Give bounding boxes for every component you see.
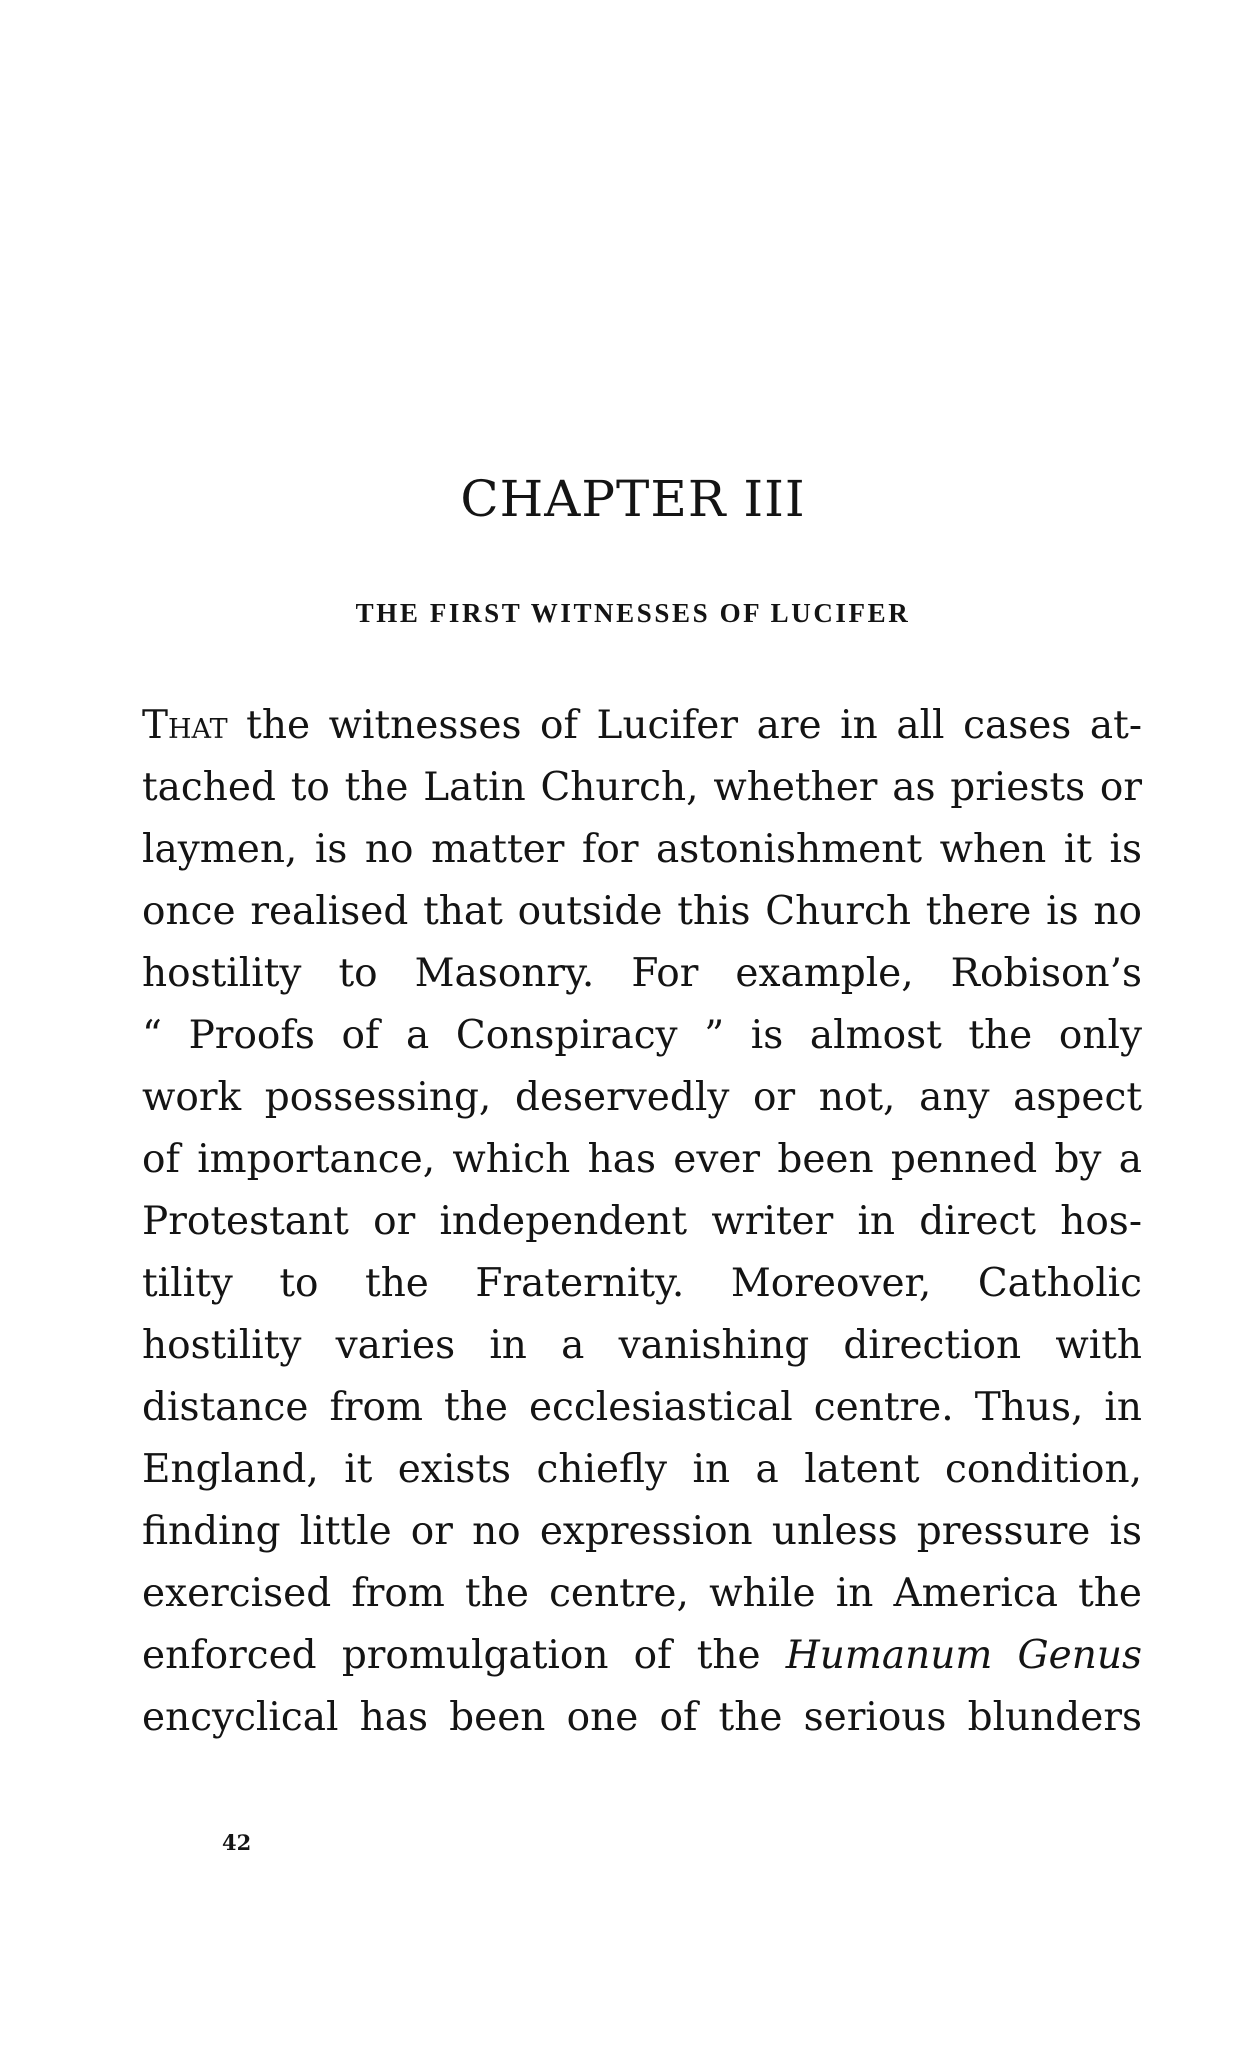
text-line: tility to the Fraternity. Moreover, Catholic: [142, 1261, 1142, 1306]
text-line: once realised that outside this Church there is no: [142, 889, 1142, 934]
italic-title: Humanum Genus: [785, 1633, 1142, 1678]
chapter-subtitle: THE FIRST WITNESSES OF LUCIFER: [355, 598, 911, 628]
text-line: finding little or no expression unless pressure is: [142, 1509, 1142, 1554]
text-line: tached to the Latin Church, whether as priests or: [142, 765, 1142, 810]
text-line: That the witnesses of Lucifer are in all cases at-: [142, 703, 1142, 748]
opening-word: That: [142, 703, 228, 748]
text-line: distance from the ecclesiastical centre. Thus, in: [142, 1385, 1142, 1430]
text-line: “ Proofs of a Conspiracy ” is almost the only: [142, 1013, 1142, 1058]
text-line: England, it exists chiefly in a latent condition,: [142, 1447, 1142, 1492]
text-line: work possessing, deservedly or not, any aspect: [142, 1075, 1142, 1120]
page-number: 42: [222, 1830, 252, 1855]
body-text: [142, 695, 1142, 1749]
text-line: of importance, which has ever been penned by a: [142, 1137, 1142, 1182]
text-line: hostility varies in a vanishing direction with: [142, 1323, 1142, 1368]
text-line: hostility to Masonry. For example, Robison’s: [142, 951, 1142, 996]
text-line: laymen, is no matter for astonishment when it is: [142, 827, 1142, 872]
text-line: exercised from the centre, while in America the: [142, 1571, 1142, 1616]
text-line: Protestant or independent writer in direct hos-: [142, 1199, 1142, 1244]
chapter-title: CHAPTER III: [460, 470, 806, 528]
text-line: enforced promulgation of the Humanum Genus: [142, 1633, 1142, 1678]
text-line: encyclical has been one of the serious blunders: [142, 1695, 1142, 1740]
